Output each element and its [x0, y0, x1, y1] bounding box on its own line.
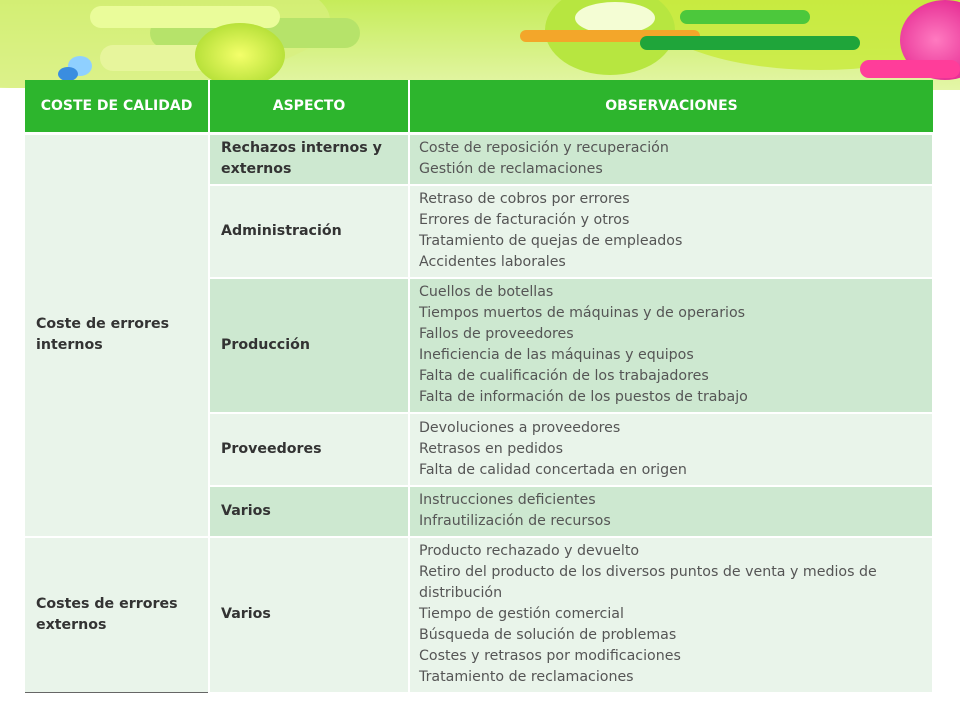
observations-cell — [409, 134, 933, 185]
observation-line: Retiro del producto de los diversos puntos de venta y medios de distribución — [419, 564, 877, 601]
table-row — [25, 537, 933, 693]
observation-line: Falta de cualificación de los trabajadores — [419, 368, 709, 384]
observation-line: Coste de reposición y recuperación — [419, 140, 669, 157]
observation-line: Fallos de proveedores — [419, 326, 574, 342]
observation-line: Falta de información de los puestos de trabajo — [419, 389, 748, 405]
observation-line: Ineficiencia de las máquinas y equipos — [419, 347, 694, 363]
observation-line: Tiempos muertos de máquinas y de operarios — [419, 305, 746, 321]
observation-line: Devoluciones a proveedores — [419, 419, 621, 436]
observation-line: Accidentes laborales — [419, 254, 566, 270]
observation-line: Tiempo de gestión comercial — [419, 606, 624, 622]
aspect-cell: Proveedores — [209, 413, 409, 486]
observation-line: Retrasos en pedidos — [419, 440, 564, 457]
observation-line: Cuellos de botellas — [419, 284, 554, 300]
observation-line: Búsqueda de solución de problemas — [419, 627, 677, 643]
category-internal-errors: Coste de errores internos — [25, 134, 209, 537]
observations-cell — [409, 413, 933, 486]
observation-line: Producto rechazado y devuelto — [419, 543, 640, 559]
header-observaciones: OBSERVACIONES — [409, 80, 933, 134]
observation-line: Falta de calidad concertada en origen — [419, 461, 687, 478]
observation-line: Tratamiento de reclamaciones — [419, 669, 634, 685]
header-coste-de-calidad: COSTE DE CALIDAD — [25, 80, 209, 134]
aspect-cell: Administración — [209, 185, 409, 278]
observation-line: Costes y retrasos por modificaciones — [419, 648, 681, 664]
observation-line: Errores de facturación y otros — [419, 212, 630, 228]
table-row — [25, 134, 933, 185]
observations-cell — [409, 486, 933, 537]
observation-line: Tratamiento de quejas de empleados — [419, 233, 683, 249]
quality-cost-table — [25, 80, 934, 694]
table-header-row — [25, 80, 933, 134]
observation-line: Instrucciones deficientes — [419, 492, 596, 508]
observations-cell — [409, 537, 933, 693]
aspect-cell: Varios — [209, 486, 409, 537]
observation-line: Gestión de reclamaciones — [419, 161, 603, 178]
aspect-cell: Producción — [209, 278, 409, 413]
observation-line: Retraso de cobros por errores — [419, 191, 630, 207]
observations-cell — [409, 278, 933, 413]
aspect-cell: Varios — [209, 537, 409, 693]
observation-line: Infrautilización de recursos — [419, 513, 611, 529]
aspect-cell: Rechazos internos y externos — [209, 134, 409, 185]
category-external-errors: Costes de errores externos — [25, 537, 209, 693]
header-aspecto: ASPECTO — [209, 80, 409, 134]
observations-cell — [409, 185, 933, 278]
